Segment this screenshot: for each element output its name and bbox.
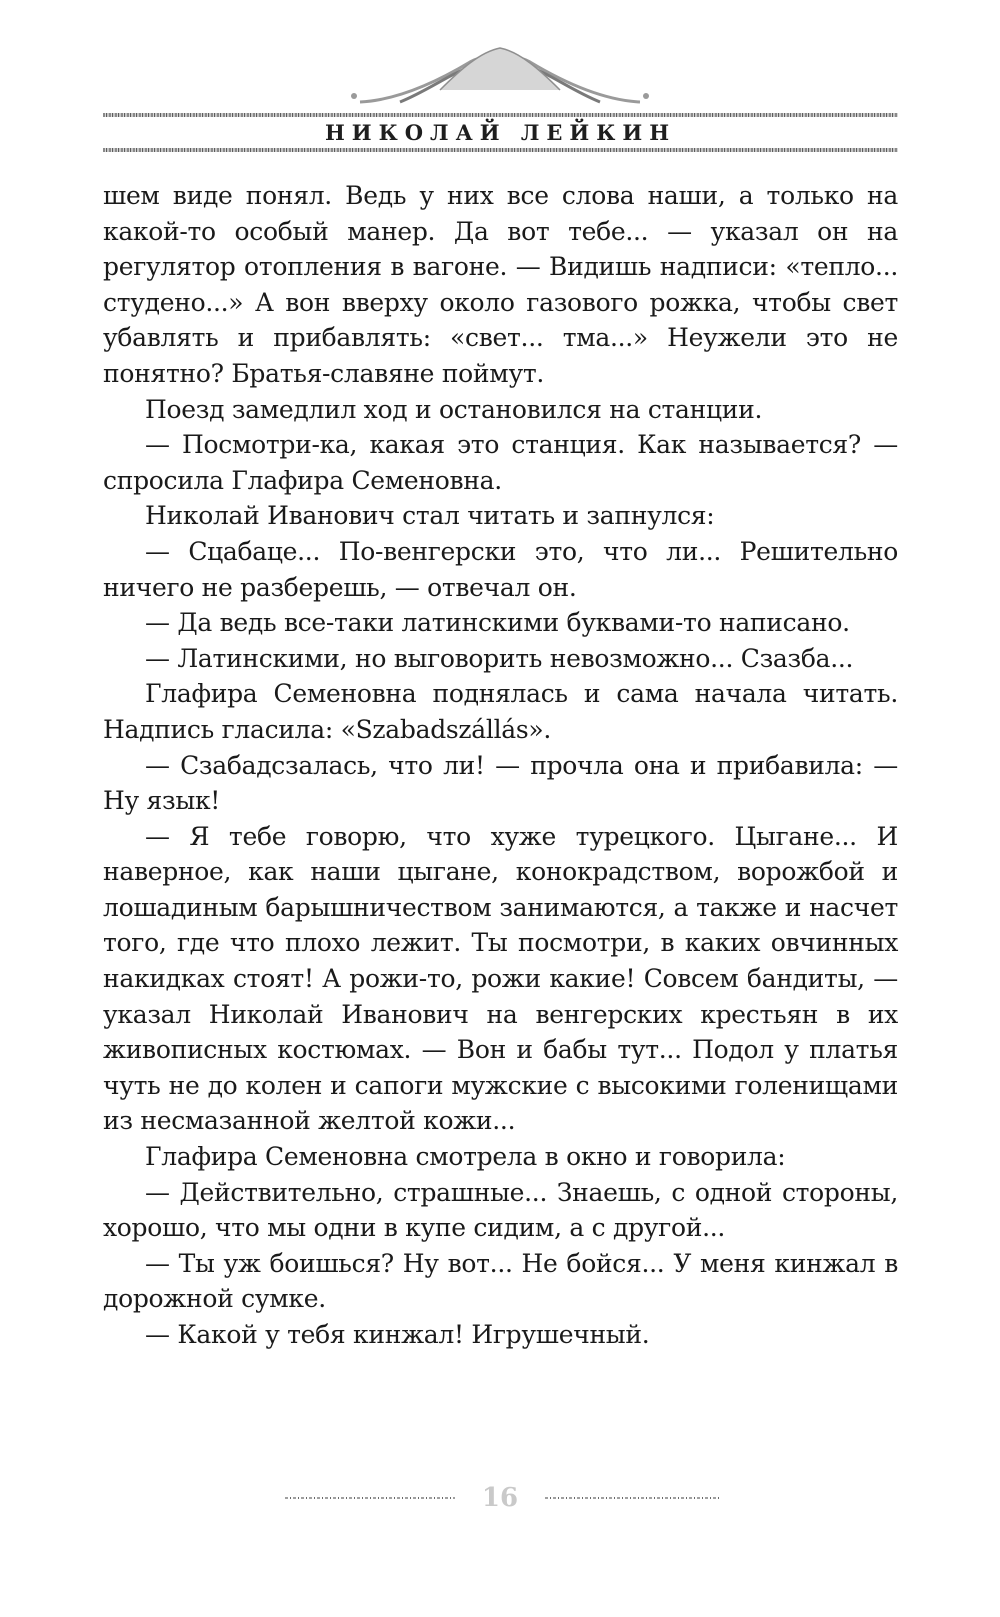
page-body-text <box>103 178 898 1353</box>
paragraph: — Посмотри-ка, какая это станция. Как называется? — спросила Глафира Семеновна. <box>103 430 898 495</box>
paragraph: — Сзабадсзалась, что ли! — прочла она и прибавила: — Ну язык! <box>103 750 898 816</box>
running-head-author: НИКОЛАЙ ЛЕЙКИН <box>324 120 677 145</box>
paragraph: Николай Иванович стал читать и запнулся: <box>145 501 715 531</box>
header-rule-top <box>103 113 898 117</box>
paragraph: — Сцабаце... По-венгерски это, что ли... Решительно ничего не разберешь, — отвечал он. <box>103 536 898 602</box>
footer-rule-left <box>285 1497 455 1499</box>
paragraph: Глафира Семеновна смотрела в окно и говорила: <box>145 1142 786 1172</box>
footer-rule-right <box>545 1497 720 1499</box>
paragraph: — Ты уж боишься? Ну вот... Не бойся... У меня кинжал в дорожной сумке. <box>103 1248 898 1314</box>
header-ornament <box>340 40 660 110</box>
page-number: 16 <box>481 1483 519 1513</box>
paragraph: — Какой у тебя кинжал! Игрушечный. <box>145 1320 650 1349</box>
paragraph: — Действительно, страшные... Знаешь, с одной стороны, хорошо, что мы одни в купе сидим, а с другой... <box>103 1177 898 1243</box>
paragraph: Глафира Семеновна поднялась и сама начала читать. Надпись гласила: «Szabadszállás». <box>103 679 898 744</box>
paragraph: шем виде понял. Ведь у них все слова наши, а только на какой-то особый манер. Да вот тебе... — указал он на регулятор отопления в вагоне. — Видишь надписи: «тепло... студено...» А вон вверху около газового рожка, чтобы свет убавлять и прибавлять: «свет... тма...» Неужели это не понятно? Братья-славяне поймут. <box>103 181 898 388</box>
header-rule-bottom <box>103 148 898 152</box>
paragraph: — Да ведь все-таки латинскими буквами-то написано. <box>145 608 850 638</box>
paragraph: — Я тебе говорю, что хуже турецкого. Цыгане... И наверное, как наши цыгане, конокрадством, ворожбой и лошадиным барышничеством занимаются, а также и насчет того, где что плохо лежит. Ты посмотри, в каких овчинных накидках стоят! А рожи-то, рожи какие! Совсем бандиты, — указал Николай Иванович на венгерских крестьян в их живописных костюмах. — Вон и бабы тут... Подол у платья чуть не до колен и сапоги мужские с высокими голенищами из несмазанной желтой кожи... <box>103 821 898 1136</box>
paragraph: Поезд замедлил ход и остановился на станции. <box>145 394 763 424</box>
paragraph: — Латинскими, но выговорить невозможно... Сзазба... <box>145 643 854 673</box>
